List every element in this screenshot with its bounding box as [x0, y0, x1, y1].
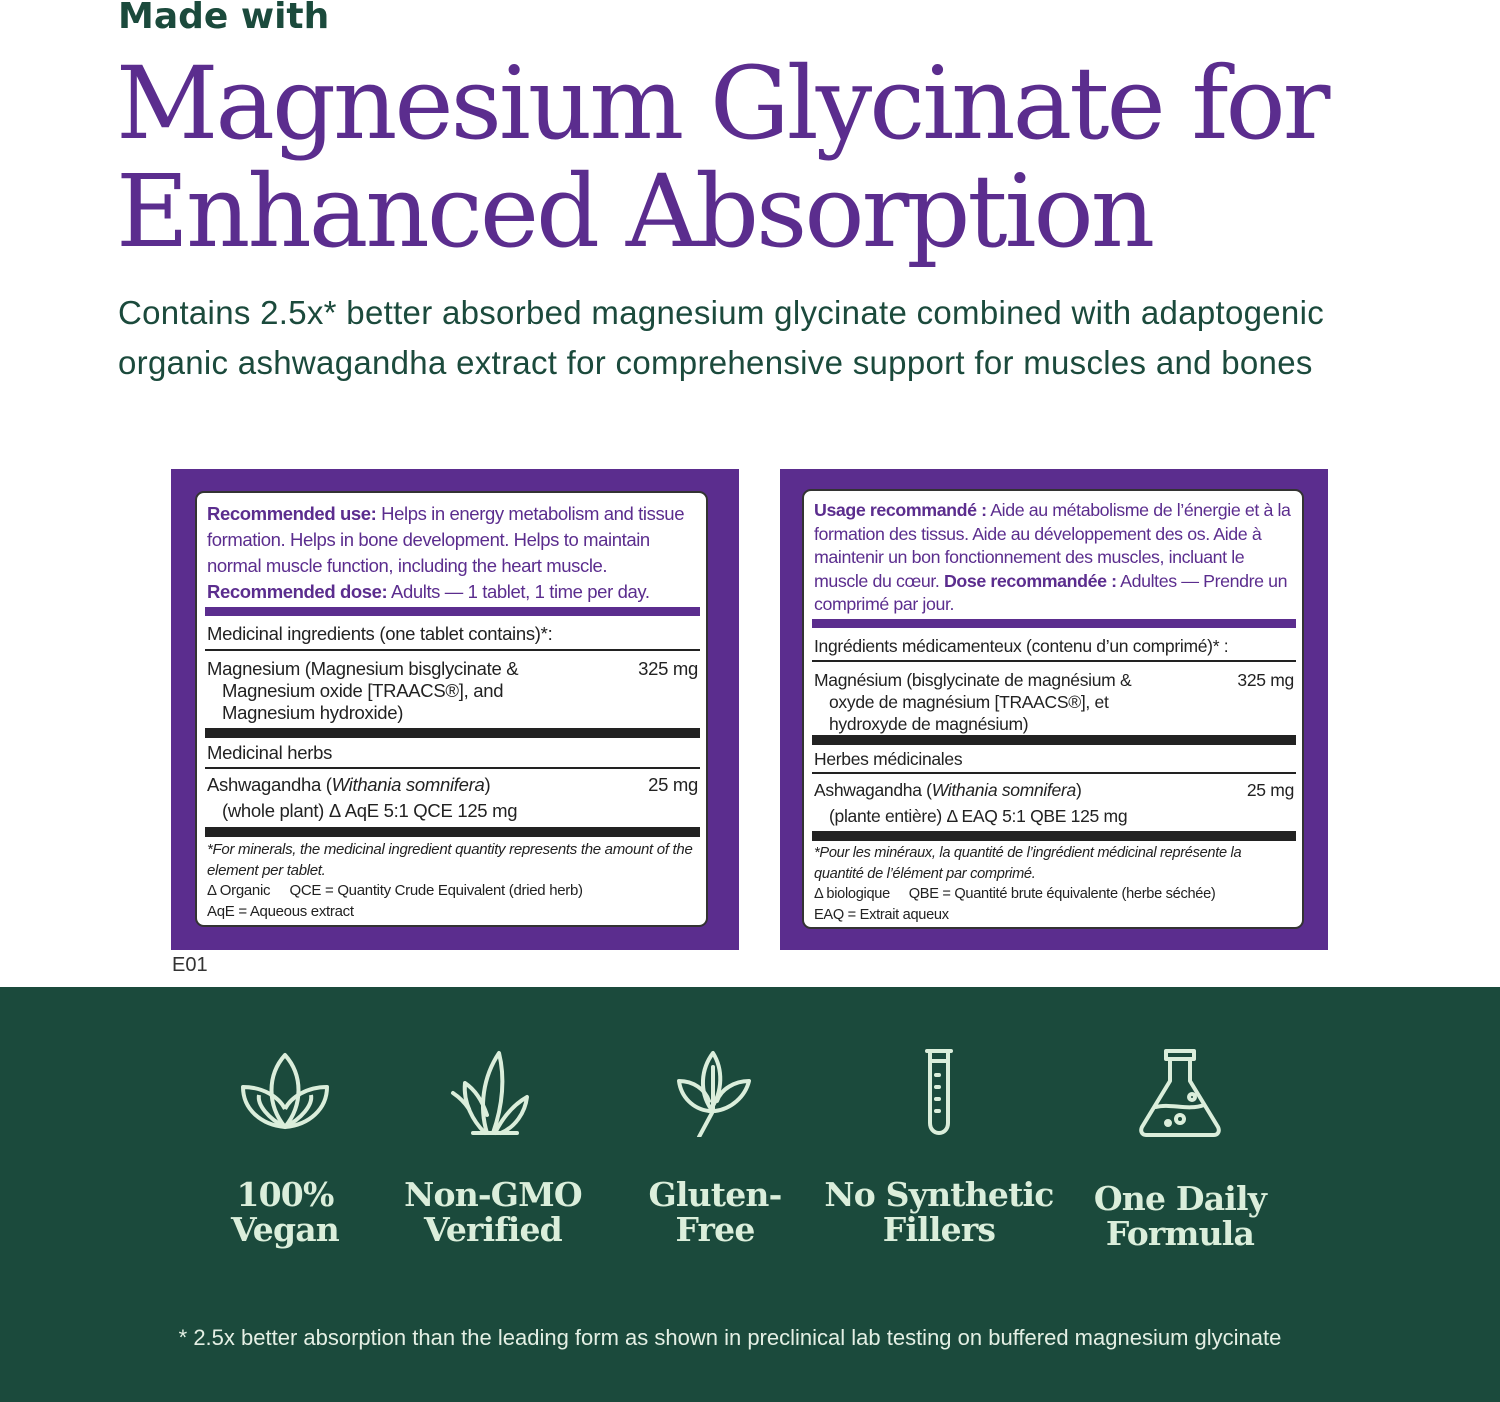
footnote-organic: Δ Organic QCE = Quantity Crude Equivalent (dried herb)	[207, 882, 583, 899]
lotus-icon	[235, 1047, 335, 1137]
feature-line-1: 100%	[236, 1175, 334, 1214]
use-body: Helps in energy metabolism and tissue formation. Helps in bone development. Helps to maintain normal muscle function, including the heart muscle.	[207, 503, 685, 576]
magnesium-name: Magnésium	[814, 670, 902, 690]
magnesium-desc-2: Magnesium oxide [TRAACS®], and	[222, 680, 504, 701]
footnote-minerals: *Pour les minéraux, la quantité de l’ingrédient médicinal représente la quantité de l’élément par comprimé.	[814, 845, 1242, 882]
ingredients-note: (one tablet contains)*:	[374, 623, 553, 644]
divider-black	[205, 728, 700, 738]
feature-line-1: Gluten-	[648, 1175, 782, 1214]
dose-title: Recommended dose:	[207, 581, 388, 602]
herbs-header: Medicinal herbs	[207, 742, 333, 763]
ashwagandha-detail-1: (plante entière)	[829, 806, 947, 826]
ashwagandha-detail-2: Δ AqE 5:1 QCE 125 mg	[328, 800, 518, 821]
label-panel-french	[780, 469, 1328, 950]
dose-body: Adultes — Prendre un comprimé par jour.	[814, 570, 1288, 614]
feature-label-no-synthetic-fillers	[824, 1177, 1054, 1247]
feature-line-2: Verified	[424, 1210, 562, 1249]
divider-black	[812, 831, 1296, 841]
feature-line-2: Formula	[1105, 1214, 1255, 1253]
divider-rule	[812, 772, 1296, 774]
features-band	[0, 987, 1500, 1402]
feature-line-2: Vegan	[230, 1210, 340, 1249]
recommended-use-text	[814, 499, 1294, 617]
magnesium-row	[207, 658, 698, 724]
feature-one-daily-formula	[1065, 1047, 1295, 1251]
feature-line-1: Non-GMO	[404, 1175, 582, 1214]
headline-line-2: Enhanced Absorption	[116, 153, 1153, 270]
test-tube-icon	[889, 1047, 989, 1137]
dose-body: Adults — 1 tablet, 1 time per day.	[387, 581, 650, 602]
divider-purple	[205, 607, 700, 616]
divider-purple	[812, 619, 1296, 628]
feature-line-1: One Daily	[1093, 1179, 1267, 1218]
label-panel-english	[171, 469, 739, 950]
headline	[116, 45, 1328, 270]
use-body: Aide au métabolisme de l’énergie et à la formation des tissus. Aide au développement des os. Aide à maintenir un bon fonctionnement des muscles, incluant le muscle du cœur.	[814, 500, 1291, 591]
subheadline: Contains 2.5x* better absorbed magnesium glycinate combined with adaptogenic organic ashwagandha extract for comprehensive support for muscles and bones	[118, 294, 1325, 381]
divider-rule	[205, 649, 700, 651]
label-footnotes	[814, 843, 1294, 925]
magnesium-desc-1: (bisglycinate de magnésium &	[901, 670, 1132, 690]
label-footnotes	[207, 840, 698, 922]
ashwagandha-latin: Withania somnifera	[331, 774, 485, 795]
magnesium-name: Magnesium	[207, 658, 300, 679]
magnesium-desc-2: oxyde de magnésium [TRAACS®], et	[829, 692, 1109, 712]
dose-title: Dose recommandée :	[943, 570, 1117, 591]
headline-line-1: Magnesium Glycinate for	[116, 45, 1328, 162]
eyebrow-text: Made with	[118, 0, 330, 37]
magnesium-desc-3: Magnesium hydroxide)	[222, 702, 404, 723]
magnesium-amount: 325 mg	[1237, 670, 1294, 690]
feature-label-non-gmo	[378, 1177, 608, 1247]
ashwagandha-name: Ashwagandha	[207, 774, 321, 795]
feature-line-1: No Synthetic	[824, 1175, 1054, 1214]
herbs-header: Herbes médicinales	[814, 749, 963, 769]
sprout-icon	[443, 1047, 543, 1137]
ashwagandha-name: Ashwagandha	[814, 780, 922, 800]
feature-no-synthetic-fillers	[824, 1047, 1054, 1247]
magnesium-desc-3: hydroxyde de magnésium)	[829, 714, 1029, 734]
feature-line-2: Fillers	[882, 1210, 996, 1249]
label-code: E01	[172, 954, 208, 976]
use-title: Usage recommandé :	[814, 500, 987, 520]
ashwagandha-detail-1: (whole plant)	[222, 800, 329, 821]
magnesium-row	[814, 669, 1294, 735]
use-title: Recommended use:	[207, 503, 377, 524]
feature-line-2: Free	[675, 1210, 755, 1249]
ingredients-note: (contenu d’un comprimé)* :	[1021, 636, 1229, 656]
ingredients-title: Ingrédients médicamenteux	[814, 636, 1022, 656]
feature-vegan	[170, 1047, 400, 1247]
footnote-aqueous: AqE = Aqueous extract	[207, 902, 354, 920]
footnote-aqueous: EAQ = Extrait aqueux	[814, 906, 949, 923]
ingredients-header	[207, 623, 698, 645]
ashwagandha-row: Ashwagandha (Withania somnifera) (whole plant) Δ AqE 5:1 QCE 125 mg 25 mg	[207, 774, 698, 821]
absorption-footnote: * 2.5x better absorption than the leading form as shown in preclinical lab testing on buffered magnesium glycinate	[178, 1325, 1282, 1350]
ashwagandha-detail-2: Δ EAQ 5:1 QBE 125 mg	[946, 806, 1128, 826]
ingredients-header	[814, 635, 1294, 657]
label-card-french	[802, 489, 1304, 929]
flask-icon	[1130, 1047, 1230, 1137]
label-card-english	[195, 491, 708, 927]
feature-gluten-free	[600, 1047, 830, 1247]
magnesium-desc-1: (Magnesium bisglycinate &	[299, 658, 519, 679]
feature-label-one-daily-formula	[1065, 1181, 1295, 1251]
ingredients-title: Medicinal ingredients	[207, 623, 375, 644]
ashwagandha-latin: Withania somnifera	[931, 780, 1076, 800]
divider-rule	[205, 767, 700, 769]
leaf-icon	[665, 1047, 765, 1137]
magnesium-amount: 325 mg	[638, 658, 698, 679]
ashwagandha-row: Ashwagandha (Withania somnifera) (plante entière) Δ EAQ 5:1 QBE 125 mg 25 mg	[814, 780, 1294, 826]
recommended-use-text	[207, 501, 698, 605]
divider-black	[205, 827, 700, 837]
divider-black	[812, 735, 1296, 745]
ashwagandha-amount: 25 mg	[1246, 780, 1294, 800]
footnote-minerals: *For minerals, the medicinal ingredient quantity represents the amount of the element per tablet.	[207, 841, 693, 879]
ashwagandha-amount: 25 mg	[648, 774, 698, 795]
feature-non-gmo	[378, 1047, 608, 1247]
footnote-organic: Δ biologique QBE = Quantité brute équivalente (herbe séchée)	[814, 886, 1216, 902]
feature-label-vegan	[170, 1177, 400, 1247]
divider-rule	[812, 660, 1296, 662]
feature-label-gluten-free	[600, 1177, 830, 1247]
